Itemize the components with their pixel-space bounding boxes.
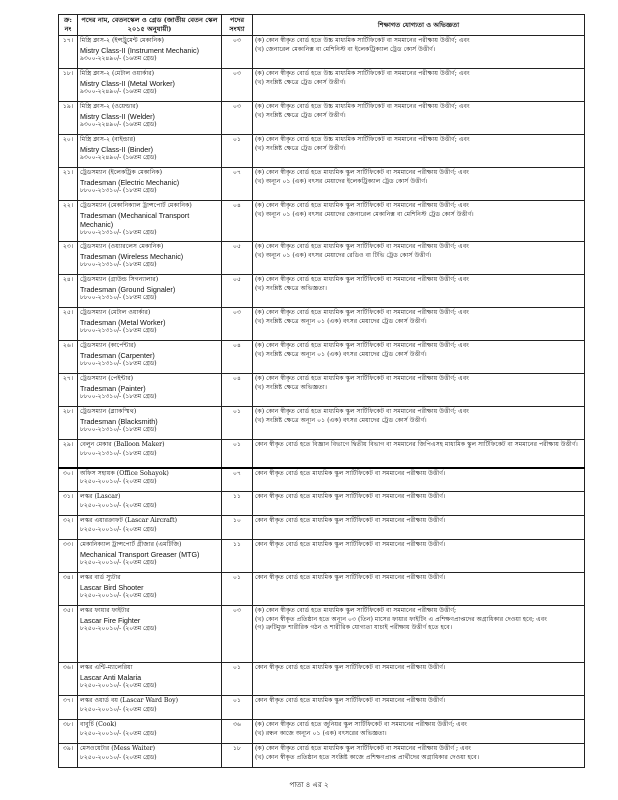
qualification-line: (ক) কোন স্বীকৃত বোর্ড হতে মাধ্যমিক স্কুল সার্টিফিকেট বা সমমানের পরীক্ষায় উত্তীর্ণ; এবং xyxy=(255,408,469,415)
post-cell xyxy=(78,696,222,720)
post-count-cell: ০৭ xyxy=(222,468,253,492)
table-row xyxy=(59,275,585,308)
qualification-cell xyxy=(253,696,585,720)
qualification-cell xyxy=(253,573,585,606)
post-cell xyxy=(78,573,222,606)
qualification-line: (ক) কোন স্বীকৃত বোর্ড হতে মাধ্যমিক স্কুল সার্টিফিকেট বা সমমানের পরীক্ষায় উত্তীর্ণ; এবং xyxy=(255,169,469,176)
post-name-text: Mistry Class-II (Welder) xyxy=(80,111,155,121)
qualification-cell xyxy=(253,201,585,242)
post-name-text: মিস্ত্রি ক্লাস-২ (বাইন্ডার) xyxy=(80,136,136,143)
post-count-cell: ০৫ xyxy=(222,275,253,308)
serial-cell: ২০। xyxy=(59,135,78,168)
post-cell xyxy=(78,242,222,275)
table-row xyxy=(59,720,585,744)
qualification-cell xyxy=(253,69,585,102)
qualification-line: (ক) কোন স্বীকৃত বোর্ড হতে উচ্চ মাধ্যমিক সার্টিফিকেট বা সমমানের পরীক্ষায় উত্তীর্ণ; এবং xyxy=(255,70,470,77)
header-serial: ক্র: নং xyxy=(59,15,78,36)
pay-scale-text: ৮৮০০-২১৩১০/- (১৮তম গ্রেড) xyxy=(80,392,157,400)
qualification-cell xyxy=(253,374,585,407)
post-name-text: ট্রেডসম্যান (গ্রাউন্ড সিগন্যালার) xyxy=(80,276,159,283)
table-row xyxy=(59,242,585,275)
pay-scale-text: ৮৮০০-২১৩১০/- (১৮তম গ্রেড) xyxy=(80,260,157,268)
post-name-text: বাবুর্চি (Cook) xyxy=(80,721,117,728)
qualification-line: (খ) কোন স্বীকৃত প্রতিষ্ঠান হতে সংশ্লিষ্ট কাজে প্রশিক্ষণপ্রাপ্ত প্রার্থীদের অগ্রাধিকার দেওয়া হবে। xyxy=(255,753,480,761)
pay-scale-text: ৯৩০০-২২৪৯০/- (১৬তম গ্রেড) xyxy=(80,54,157,62)
pay-scale-text: ৮২৫০-২০০১০/- (২০তম গ্রেড) xyxy=(80,591,157,599)
serial-cell: ৩২। xyxy=(59,516,78,540)
post-name-text: Tradesman (Ground Signaler) xyxy=(80,284,176,294)
qualification-cell xyxy=(253,168,585,201)
pay-scale-text: ৮২৫০-২০০১০/- (২০তম গ্রেড) xyxy=(80,501,157,509)
post-cell xyxy=(78,308,222,341)
post-cell xyxy=(78,69,222,102)
table-row xyxy=(59,744,585,768)
post-cell xyxy=(78,374,222,407)
vacancy-table xyxy=(58,14,585,768)
qualification-cell xyxy=(253,36,585,69)
serial-cell: ২২। xyxy=(59,201,78,242)
serial-cell: ২১। xyxy=(59,168,78,201)
pay-scale-text: ৮২৫০-২০০১০/- (২০তম গ্রেড) xyxy=(80,478,157,486)
qualification-line: (খ) অন্যূন ০১ (এক) বৎসর মেয়াদের জেনারেল মেকানিক্স বা মেশিনিস্ট ট্রেড কোর্স উত্তীর্ণ। xyxy=(255,210,474,218)
qualification-cell xyxy=(253,440,585,468)
table-row xyxy=(59,135,585,168)
pay-scale-text: ৮২৫০-২০০১০/- (২০তম গ্রেড) xyxy=(80,624,157,632)
post-name-text: Tradesman (Mechanical Transport Mechanic) xyxy=(80,210,190,229)
post-count-cell: ১৮ xyxy=(222,744,253,768)
qualification-cell xyxy=(253,744,585,768)
header-post: পদের নাম, বেতনস্কেল ও গ্রেড (জাতীয় বেতন স্কেল ২০১৫ অনুযায়ী) xyxy=(78,15,222,36)
qualification-cell xyxy=(253,308,585,341)
serial-cell: ৩৩। xyxy=(59,540,78,573)
qualification-line: (খ) কোন স্বীকৃত প্রতিষ্ঠান হতে অন্যূন ০৩ (তিন) মাসের ফায়ার ফাইটিং এ প্রশিক্ষণপ্রাপ্তদের অগ্রাধিকার দেওয়া হবে; এবং xyxy=(255,615,547,623)
post-cell xyxy=(78,275,222,308)
post-name-text: লস্কর এন্টি-ম্যালেরিয়া xyxy=(80,664,133,671)
post-cell xyxy=(78,407,222,440)
qualification-line: (ক) কোন স্বীকৃত বোর্ড হতে উচ্চ মাধ্যমিক সার্টিফিকেট বা সমমানের পরীক্ষায় উত্তীর্ণ; এবং xyxy=(255,136,470,143)
pay-scale-text: ৮৮০০-২১৩১০/- (১৮তম গ্রেড) xyxy=(80,326,157,334)
post-cell xyxy=(78,135,222,168)
table-row xyxy=(59,440,585,468)
serial-cell: ৩৮। xyxy=(59,720,78,744)
pay-scale-text: ৮৮০০-২১৩১০/- (১৮তম গ্রেড) xyxy=(80,228,157,236)
pay-scale-text: ৯৩০০-২২৪৯০/- (১৬তম গ্রেড) xyxy=(80,87,157,95)
header-qualification: শিক্ষাগত যোগ্যতা ও অভিজ্ঞতা xyxy=(253,15,585,36)
post-name-text: ট্রেডসম্যান (মেটাল ওয়ার্কার) xyxy=(80,309,151,316)
post-name-text: ট্রেডসম্যান (ইলেকট্রিক মেকানিক) xyxy=(80,169,163,176)
table-row xyxy=(59,540,585,573)
pay-scale-text: ৯৩০০-২২৪৯০/- (১৬তম গ্রেড) xyxy=(80,120,157,128)
pay-scale-text: ৮৮০০-২১৩১০/- (১৮তম গ্রেড) xyxy=(80,186,157,194)
post-name-text: ট্রেডসম্যান (ব্ল্যাকস্মিথ) xyxy=(80,408,137,415)
post-count-cell: ০৩ xyxy=(222,102,253,135)
pay-scale-text: ৮৮০০-২১৩১০/- (১৮তম গ্রেড) xyxy=(80,359,157,367)
post-name-text: Lascar Bird Shooter xyxy=(80,582,144,592)
post-name-text: Mistry Class-II (Binder) xyxy=(80,144,154,154)
post-count-cell: ০৩ xyxy=(222,308,253,341)
pay-scale-text: ৮৮০০-২১৩১০/- (১৮তম গ্রেড) xyxy=(80,425,157,433)
post-count-cell: ০১ xyxy=(222,440,253,468)
post-name-text: মেকানিক্যাল ট্রান্সপোর্ট গ্রীজার (এমটিজি) xyxy=(80,541,182,548)
post-name-text: ট্রেডসম্যান (পেইন্টার) xyxy=(80,375,134,382)
qualification-line: কোন স্বীকৃত বোর্ড হতে মাধ্যমিক স্কুল সার্টিফিকেট বা সমমানের পরীক্ষায় উত্তীর্ণ। xyxy=(255,574,446,581)
post-cell xyxy=(78,201,222,242)
serial-cell: ২৯। xyxy=(59,440,78,468)
serial-cell: ১৯। xyxy=(59,102,78,135)
post-count-cell: ১০ xyxy=(222,516,253,540)
serial-cell: ৩৬। xyxy=(59,663,78,696)
qualification-line: (ক) কোন স্বীকৃত বোর্ড হতে জুনিয়র স্কুল সার্টিফিকেট বা সমমানের পরীক্ষায় উত্তীর্ণ; এবং xyxy=(255,721,467,728)
vacancy-document xyxy=(58,14,584,768)
table-row xyxy=(59,102,585,135)
qualification-line: (খ) সংশ্লিষ্ট ক্ষেত্রে অভিজ্ঞতা। xyxy=(255,284,327,292)
qualification-line: (ক) কোন স্বীকৃত বোর্ড হতে মাধ্যমিক স্কুল সার্টিফিকেট বা সমমানের পরীক্ষায় উত্তীর্ণ; xyxy=(255,607,457,614)
post-name-text: ট্রেডসম্যান (মেকানিক্যাল ট্রান্সপোর্ট মেকানিক) xyxy=(80,202,192,209)
table-header-row xyxy=(59,15,585,36)
qualification-line: (খ) সংশ্লিষ্ট ক্ষেত্রে ট্রেড কোর্স উত্তীর্ণ। xyxy=(255,111,346,119)
table-row xyxy=(59,201,585,242)
post-name-text: লস্কর এয়ারক্রাফট (Lascar Aircraft) xyxy=(80,517,177,524)
table-row xyxy=(59,341,585,374)
post-cell xyxy=(78,744,222,768)
qualification-line: কোন স্বীকৃত বোর্ড হতে বিজ্ঞান বিভাগে দ্বিতীয় বিভাগ বা সমমানের জিপিএসহ মাধ্যমিক স্কুল সার্টিফিকেট বা সমমানের পরীক্ষায় উত্তীর্ণ। xyxy=(255,441,578,448)
qualification-line: (ক) কোন স্বীকৃত বোর্ড হতে মাধ্যমিক স্কুল সার্টিফিকেট বা সমমানের পরীক্ষায় উত্তীর্ণ; এবং xyxy=(255,243,469,250)
post-cell xyxy=(78,516,222,540)
qualification-line: (ক) কোন স্বীকৃত বোর্ড হতে উচ্চ মাধ্যমিক সার্টিফিকেট বা সমমানের পরীক্ষায় উত্তীর্ণ; এবং xyxy=(255,103,470,110)
qualification-line: (খ) সংশ্লিষ্ট ক্ষেত্রে অন্যূন ০১ (এক) বৎসর মেয়াদের ট্রেড কোর্স উত্তীর্ণ। xyxy=(255,416,427,424)
post-name-text: মেসওয়েটার (Mess Waiter) xyxy=(80,745,155,752)
serial-cell: ২৭। xyxy=(59,374,78,407)
qualification-line: কোন স্বীকৃত বোর্ড হতে মাধ্যমিক স্কুল সার্টিফিকেট বা সমমানের পরীক্ষায় উত্তীর্ণ। xyxy=(255,697,446,704)
post-name-text: Tradesman (Blacksmith) xyxy=(80,416,158,426)
pay-scale-text: ৮৮০০-২১৩১০/- (১৮তম গ্রেড) xyxy=(80,293,157,301)
serial-cell: ২৬। xyxy=(59,341,78,374)
qualification-line: (গ) ত্রুটিমুক্ত শারীরিক গঠন ও শারীরিক যোগ্যতা যাচাই পরীক্ষায় উত্তীর্ণ হতে হবে। xyxy=(255,624,453,632)
post-name-text: মিস্ত্রি ক্লাস-২ (ইন্সট্রুমেন্ট মেকানিক) xyxy=(80,37,164,44)
qualification-line: (খ) জেনারেল মেকানিক্স বা মেশিনিস্ট বা ইলেকট্রিক্যাল ট্রেড কোর্স উত্তীর্ণ। xyxy=(255,45,436,53)
serial-cell: ২৫। xyxy=(59,308,78,341)
post-name-text: লস্কর (Lascar) xyxy=(80,493,121,500)
table-row xyxy=(59,516,585,540)
qualification-line: কোন স্বীকৃত বোর্ড হতে মাধ্যমিক স্কুল সার্টিফিকেট বা সমমানের পরীক্ষায় উত্তীর্ণ। xyxy=(255,469,446,477)
serial-cell: ৩৭। xyxy=(59,696,78,720)
post-count-cell: ০৭ xyxy=(222,168,253,201)
pay-scale-text: ৯৩০০-২২৪৯০/- (১৬তম গ্রেড) xyxy=(80,153,157,161)
table-body xyxy=(59,36,585,768)
qualification-line: (খ) অন্যূন ০১ (এক) বৎসর মেয়াদের রেডিও বা টিভি ট্রেড কোর্স উত্তীর্ণ। xyxy=(255,251,432,259)
post-name-text: লস্কর ফায়ার ফাইটার xyxy=(80,607,130,614)
qualification-cell xyxy=(253,492,585,516)
serial-cell: ৩০। xyxy=(59,468,78,492)
serial-cell: ১৮। xyxy=(59,69,78,102)
post-name-text: লস্কর বার্ড স্যুটার xyxy=(80,574,121,581)
qualification-line: (খ) অন্যূন ০১ (এক) বৎসর মেয়াদের ইলেকট্রিক্যাল ট্রেড কোর্স উত্তীর্ণ। xyxy=(255,177,428,185)
table-row xyxy=(59,606,585,663)
pay-scale-text: ৮৮০০-২১৩১০/- (১৮তম গ্রেড) xyxy=(80,449,157,457)
qualification-line: (খ) সংশ্লিষ্ট ক্ষেত্রে ট্রেড কোর্স উত্তীর্ণ। xyxy=(255,78,346,86)
serial-cell: ২৩। xyxy=(59,242,78,275)
qualification-line: (ক) কোন স্বীকৃত বোর্ড হতে উচ্চ মাধ্যমিক সার্টিফিকেট বা সমমানের পরীক্ষায় উত্তীর্ণ; এবং xyxy=(255,37,470,44)
pay-scale-text: ৮২৫০-২০০১০/- (২০তম গ্রেড) xyxy=(80,525,157,533)
post-count-cell: ০৪ xyxy=(222,201,253,242)
post-count-cell: ০৩ xyxy=(222,69,253,102)
post-count-cell: ০১ xyxy=(222,696,253,720)
post-cell xyxy=(78,663,222,696)
qualification-cell xyxy=(253,540,585,573)
page-number: পাতা ৪ এর ২ xyxy=(289,781,329,789)
qualification-line: (খ) সংশ্লিষ্ট ক্ষেত্রে অভিজ্ঞতা। xyxy=(255,383,327,391)
post-count-cell: ৩৬ xyxy=(222,720,253,744)
post-cell xyxy=(78,540,222,573)
post-name-text: Tradesman (Electric Mechanic) xyxy=(80,177,180,187)
post-name-text: Mistry Class-II (Instrument Mechanic) xyxy=(80,45,200,55)
qualification-line: কোন স্বীকৃত বোর্ড হতে মাধ্যমিক স্কুল সার্টিফিকেট বা সমমানের পরীক্ষায় উত্তীর্ণ। xyxy=(255,664,446,671)
post-cell xyxy=(78,168,222,201)
table-row xyxy=(59,696,585,720)
qualification-line: (খ) সংশ্লিষ্ট ক্ষেত্রে অন্যূন ০১ (এক) বৎসর মেয়াদের ট্রেড কোর্স উত্তীর্ণ। xyxy=(255,350,427,358)
qualification-cell xyxy=(253,242,585,275)
post-cell xyxy=(78,606,222,663)
post-name-text: Lascar Anti Malaria xyxy=(80,672,142,682)
post-name-text: মিস্ত্রি ক্লাস-২ (ওয়েল্ডার) xyxy=(80,103,139,110)
serial-cell: ৩১। xyxy=(59,492,78,516)
post-cell xyxy=(78,720,222,744)
post-count-cell: ০৩ xyxy=(222,606,253,663)
post-name-text: বেলুন মেকার (Balloon Maker) xyxy=(80,441,165,448)
table-row xyxy=(59,36,585,69)
post-count-cell: ০১ xyxy=(222,663,253,696)
post-count-cell: ১১ xyxy=(222,492,253,516)
qualification-line: (ক) কোন স্বীকৃত বোর্ড হতে মাধ্যমিক স্কুল সার্টিফিকেট বা সমমানের পরীক্ষায় উত্তীর্ণ; এবং xyxy=(255,309,469,316)
post-cell xyxy=(78,440,222,468)
qualification-cell xyxy=(253,663,585,696)
table-row xyxy=(59,374,585,407)
table-row xyxy=(59,468,585,492)
qualification-line: (ক) কোন স্বীকৃত বোর্ড হতে মাধ্যমিক স্কুল সার্টিফিকেট বা সমমানের পরীক্ষায় উত্তীর্ণ; এবং xyxy=(255,375,469,382)
qualification-cell xyxy=(253,275,585,308)
pay-scale-text: ৮২৫০-২০০১০/- (২০তম গ্রেড) xyxy=(80,753,157,761)
table-row xyxy=(59,168,585,201)
qualification-line: (ক) কোন স্বীকৃত বোর্ড হতে মাধ্যমিক স্কুল সার্টিফিকেট বা সমমানের পরীক্ষায় উত্তীর্ণ; এবং xyxy=(255,342,469,349)
header-count: পদের সংখ্যা xyxy=(222,15,253,36)
qualification-cell xyxy=(253,407,585,440)
post-count-cell: ০১ xyxy=(222,573,253,606)
post-cell xyxy=(78,341,222,374)
qualification-line: (খ) সংশ্লিষ্ট ক্ষেত্রে ট্রেড কোর্স উত্তীর্ণ। xyxy=(255,144,346,152)
post-count-cell: ০১ xyxy=(222,135,253,168)
qualification-line: কোন স্বীকৃত বোর্ড হতে মাধ্যমিক স্কুল সার্টিফিকেট বা সমমানের পরীক্ষায় উত্তীর্ণ। xyxy=(255,541,446,548)
table-row xyxy=(59,663,585,696)
table-row xyxy=(59,69,585,102)
post-cell xyxy=(78,492,222,516)
serial-cell: ৩৪। xyxy=(59,573,78,606)
post-count-cell: ০৩ xyxy=(222,36,253,69)
serial-cell: ২৪। xyxy=(59,275,78,308)
post-name-text: Tradesman (Painter) xyxy=(80,383,146,393)
pay-scale-text: ৮২৫০-২০০১০/- (২০তম গ্রেড) xyxy=(80,558,157,566)
qualification-line: (ক) কোন স্বীকৃত বোর্ড হতে মাধ্যমিক স্কুল সার্টিফিকেট বা সমমানের পরীক্ষায় উত্তীর্ণ ; এবং xyxy=(255,745,471,752)
post-name-text: Tradesman (Carpenter) xyxy=(80,350,155,360)
pay-scale-text: ৮২৫০-২০০১০/- (২০তম গ্রেড) xyxy=(80,705,157,713)
post-name-text: মিস্ত্রি ক্লাস-২ (মেটাল ওয়ার্কার) xyxy=(80,70,155,77)
post-count-cell: ০১ xyxy=(222,407,253,440)
post-name-text: Mistry Class-II (Metal Worker) xyxy=(80,78,175,88)
pay-scale-text: ৮২৫০-২০০১০/- (২০তম গ্রেড) xyxy=(80,729,157,737)
table-row xyxy=(59,308,585,341)
qualification-line: (ক) কোন স্বীকৃত বোর্ড হতে মাধ্যমিক স্কুল সার্টিফিকেট বা সমমানের পরীক্ষায় উত্তীর্ণ; এবং xyxy=(255,202,469,209)
serial-cell: ১৭। xyxy=(59,36,78,69)
post-name-text: Lascar Fire Fighter xyxy=(80,615,141,625)
qualification-cell xyxy=(253,135,585,168)
table-row xyxy=(59,492,585,516)
post-name-text: অফিস সহায়ক (Office Sohayok) xyxy=(80,469,169,477)
qualification-cell xyxy=(253,102,585,135)
post-cell xyxy=(78,102,222,135)
qualification-cell xyxy=(253,516,585,540)
qualification-cell xyxy=(253,341,585,374)
qualification-line: (ক) কোন স্বীকৃত বোর্ড হতে মাধ্যমিক স্কুল সার্টিফিকেট বা সমমানের পরীক্ষায় উত্তীর্ণ; এবং xyxy=(255,276,469,283)
post-count-cell: ০৪ xyxy=(222,374,253,407)
qualification-line: (খ) রন্ধন কাজে অন্যূন ০১ (এক) বৎসরের অভিজ্ঞতা। xyxy=(255,729,387,737)
qualification-line: (খ) সংশ্লিষ্ট ক্ষেত্রে অন্যূন ০১ (এক) বৎসর মেয়াদের ট্রেড কোর্স উত্তীর্ণ। xyxy=(255,317,427,325)
table-row xyxy=(59,573,585,606)
qualification-cell xyxy=(253,606,585,663)
serial-cell: ২৮। xyxy=(59,407,78,440)
post-name-text: লস্কর ওয়ার্ড বয় (Lascar Ward Boy) xyxy=(80,697,179,704)
serial-cell: ৩৯। xyxy=(59,744,78,768)
post-name-text: Tradesman (Wireless Mechanic) xyxy=(80,251,184,261)
post-cell xyxy=(78,36,222,69)
pay-scale-text: ৮২৫০-২০০১০/- (২০তম গ্রেড) xyxy=(80,681,157,689)
post-name-text: Tradesman (Metal Worker) xyxy=(80,317,166,327)
serial-cell: ৩৫। xyxy=(59,606,78,663)
post-name-text: ট্রেডসম্যান (ওয়্যারলেস মেকানিক) xyxy=(80,243,164,250)
qualification-cell xyxy=(253,720,585,744)
post-count-cell: ০৫ xyxy=(222,242,253,275)
qualification-line: কোন স্বীকৃত বোর্ড হতে মাধ্যমিক স্কুল সার্টিফিকেট বা সমমানের পরীক্ষায় উত্তীর্ণ। xyxy=(255,493,446,500)
qualification-cell xyxy=(253,468,585,492)
post-count-cell: ১১ xyxy=(222,540,253,573)
table-row xyxy=(59,407,585,440)
qualification-line: কোন স্বীকৃত বোর্ড হতে মাধ্যমিক স্কুল সার্টিফিকেট বা সমমানের পরীক্ষায় উত্তীর্ণ। xyxy=(255,517,446,524)
post-name-text: ট্রেডসম্যান (কার্পেন্টার) xyxy=(80,342,136,349)
post-count-cell: ০৪ xyxy=(222,341,253,374)
post-name-text: Mechanical Transport Greaser (MTG) xyxy=(80,549,200,559)
post-cell xyxy=(78,468,222,492)
